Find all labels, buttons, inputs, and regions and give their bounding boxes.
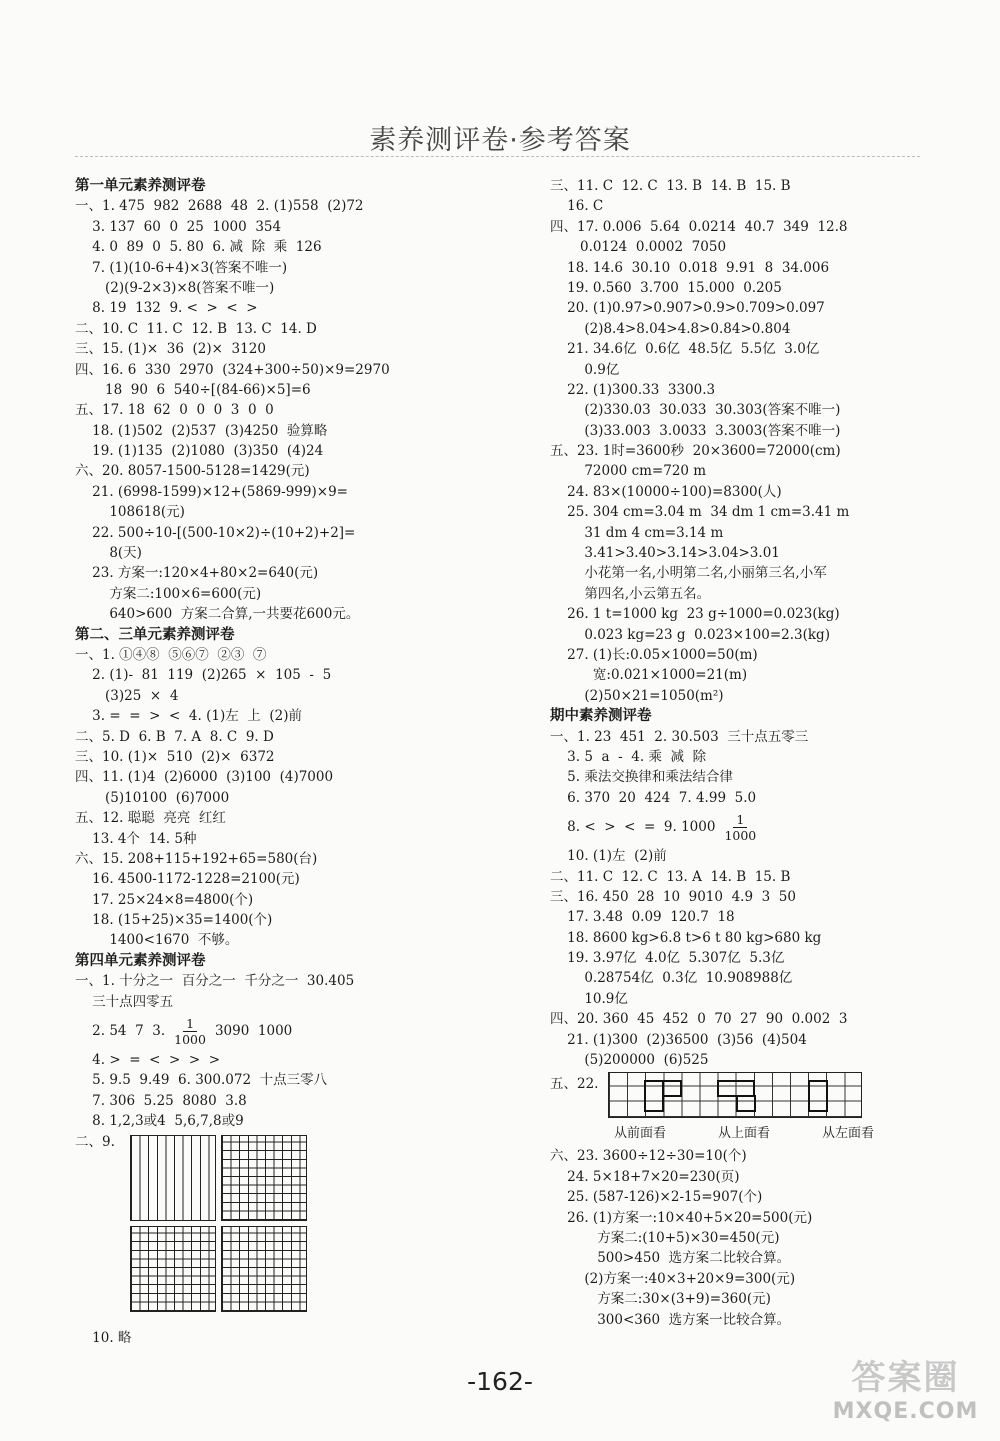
answer-line-with-fraction — [75, 1012, 475, 1050]
answer-line: 小花第一名,小明第二名,小丽第三名,小军 — [550, 565, 827, 582]
answer-label: 二、9. — [75, 1133, 115, 1150]
answer-line: 宽:0.021×1000=21(m) — [550, 667, 748, 684]
answer-line: 一、1. 十分之一 百分之一 千分之一 30.405 — [75, 973, 355, 990]
answer-line: 一、1. 475 982 2688 48 2. (1)558 (2)72 — [75, 198, 364, 215]
fraction — [721, 812, 759, 843]
answer-line: 3. 5 a - 4. 乘 减 除 — [550, 748, 707, 765]
answer-line: 四、11. (1)4 (2)6000 (3)100 (4)7000 — [75, 769, 334, 786]
answer-line: (5)200000 (6)525 — [550, 1052, 709, 1069]
answer-line: 五、17. 18 62 0 0 0 3 0 0 — [75, 402, 274, 419]
view-label: 从左面看 — [821, 1126, 874, 1142]
answer-text: 8. < > < = 9. 1000 — [550, 819, 716, 836]
answer-line: 三、15. (1)× 36 (2)× 3120 — [75, 341, 266, 358]
answer-line: 18. 8600 kg>6.8 t>6 t 80 kg>680 kg — [550, 929, 822, 946]
view-label: 从前面看 — [614, 1126, 667, 1142]
answer-line: 一、1. 23 451 2. 30.503 三十点五零三 — [550, 728, 809, 745]
section-heading: 第一单元素养测评卷 — [75, 178, 206, 194]
answer-line: 8(天) — [75, 545, 142, 562]
answer-line: (2)8.4>8.04>4.8>0.84>0.804 — [550, 320, 791, 337]
answer-line: 21. 34.6亿 0.6亿 48.5亿 5.5亿 3.0亿 — [550, 341, 820, 358]
answer-line: 19. 3.97亿 4.0亿 5.307亿 5.3亿 — [550, 950, 785, 967]
answer-line: 六、15. 208+115+192+65=580(台) — [75, 850, 318, 867]
hundredths-grid — [130, 1226, 216, 1312]
header-divider — [75, 156, 920, 157]
answer-line: 31 dm 4 cm=3.14 m — [550, 524, 724, 541]
answer-line: 72000 cm=720 m — [550, 463, 707, 480]
answer-line: (2)330.03 30.033 30.303(答案不唯一) — [550, 402, 841, 419]
answer-line: 方案二:100×6=600(元) — [75, 585, 262, 602]
fraction-numerator: 1 — [733, 812, 747, 828]
answer-line: 26. (1)方案一:10×40+5×20=500(元) — [550, 1209, 813, 1226]
page-title: 素养测评卷·参考答案 — [369, 125, 631, 156]
answer-line: 五、23. 1时=3600秒 20×3600=72000(cm) — [550, 443, 841, 460]
view-shape-left — [808, 1080, 828, 1112]
answer-line: 0.023 kg=23 g 0.023×100=2.3(kg) — [550, 626, 830, 643]
answer-line: 7. (1)(10-6+4)×3(答案不唯一) — [75, 259, 288, 276]
answer-line: 10. 略 — [75, 1329, 132, 1346]
answer-line: 0.28754亿 0.3亿 10.908988亿 — [550, 970, 793, 987]
answer-line: (2)50×21=1050(m²) — [550, 687, 724, 704]
answer-line: 26. 1 t=1000 kg 23 g÷1000=0.023(kg) — [550, 606, 840, 623]
three-views-figure — [550, 1070, 910, 1146]
section-heading: 第二、三单元素养测评卷 — [75, 626, 235, 643]
answer-line: 16. C — [550, 198, 604, 215]
watermark-logo-text: 答案圈 — [851, 1358, 960, 1398]
hundredths-grid — [221, 1226, 307, 1312]
decimal-grid-figures — [75, 1132, 475, 1328]
answer-line: 7. 306 5.25 8080 3.8 — [75, 1092, 247, 1109]
answer-line: 19. (1)135 (2)1080 (3)350 (4)24 — [75, 443, 324, 460]
answer-line: 三、11. C 12. C 13. B 14. B 15. B — [550, 178, 791, 194]
answer-line: (5)10100 (6)7000 — [75, 789, 230, 806]
answer-line: 10.9亿 — [550, 990, 628, 1007]
site-watermark — [818, 1350, 993, 1438]
answer-line: 500>450 选方案二比较合算。 — [550, 1250, 791, 1267]
answer-line: 27. (1)长:0.05×1000=50(m) — [550, 646, 758, 663]
answer-line: 四、17. 0.006 5.64 0.0214 40.7 349 12.8 — [550, 218, 848, 235]
answer-line: 20. (1)0.97>0.907>0.9>0.709>0.097 — [550, 300, 825, 317]
answer-label: 五、22. — [550, 1076, 599, 1093]
answer-line: 17. 3.48 0.09 120.7 18 — [550, 909, 735, 926]
answer-line: 4. > = < > > > — [75, 1052, 221, 1069]
answer-line: 8. 19 132 9. < > < > — [75, 300, 258, 317]
answer-line: 第四名,小云第五名。 — [550, 585, 711, 602]
answer-line: 23. 方案一:120×4+80×2=640(元) — [75, 565, 319, 582]
answer-line: 22. 500÷10-[(500-10×2)÷(10+2)+2]= — [75, 524, 356, 541]
answer-text: 2. 54 7 3. — [75, 1023, 166, 1040]
answer-line: 4. 0 89 0 5. 80 6. 减 除 乘 126 — [75, 239, 322, 256]
answer-line: 25. (587-126)×2-15=907(个) — [550, 1189, 763, 1206]
answer-line: 六、23. 3600÷12÷30=10(个) — [550, 1148, 747, 1165]
answer-text: 3090 1000 — [214, 1023, 293, 1040]
answer-line: 8. 1,2,3或4 5,6,7,8或9 — [75, 1113, 244, 1130]
tenths-grid — [130, 1135, 216, 1221]
answer-line: 18. (1)502 (2)537 (3)4250 验算略 — [75, 422, 328, 439]
answer-line: 300<360 选方案一比较合算。 — [550, 1311, 791, 1328]
answer-line: 6. 370 20 424 7. 4.99 5.0 — [550, 789, 757, 806]
view-labels — [614, 1124, 874, 1144]
answer-line: 0.9亿 — [550, 361, 620, 378]
answer-line-with-fraction — [550, 808, 910, 846]
answer-line: (2)方案一:40×3+20×9=300(元) — [550, 1270, 796, 1287]
answer-line: 1400<1670 不够。 — [75, 932, 239, 949]
answer-line: 22. (1)300.33 3300.3 — [550, 381, 716, 398]
view-shape-front — [644, 1080, 664, 1112]
answer-line: 六、20. 8057-1500-5128=1429(元) — [75, 463, 310, 480]
view-shape-front — [662, 1080, 682, 1097]
answer-line: 三十点四零五 — [75, 993, 174, 1010]
answer-line: 五、12. 聪聪 亮亮 红红 — [75, 810, 226, 827]
answer-line: 二、5. D 6. B 7. A 8. C 9. D — [75, 728, 274, 745]
answer-line: 二、10. C 11. C 12. B 13. C 14. D — [75, 320, 317, 337]
fraction-denominator: 1000 — [174, 1032, 206, 1048]
answer-line: 方案二:(10+5)×30=450(元) — [550, 1229, 780, 1246]
answer-line: 四、16. 6 330 2970 (324+300÷50)×9=2970 — [75, 361, 390, 378]
answer-line: 19. 0.560 3.700 15.000 0.205 — [550, 279, 782, 296]
answer-line: 21. (6998-1599)×12+(5869-999)×9= — [75, 483, 348, 500]
page-number: -162- — [467, 1367, 533, 1396]
answer-line: 13. 4个 14. 5种 — [75, 830, 197, 847]
answer-line: 3. = = > < 4. (1)左 上 (2)前 — [75, 708, 302, 725]
answer-line: 5. 乘法交换律和乘法结合律 — [550, 769, 733, 786]
answer-line: (3)33.003 3.0033 3.3003(答案不唯一) — [550, 422, 841, 439]
right-column — [550, 176, 910, 1330]
fraction-denominator: 1000 — [724, 828, 757, 844]
answer-line: 18 90 6 540÷[(84-66)×5]=6 — [75, 381, 311, 398]
answer-line: 25. 304 cm=3.04 m 34 dm 1 cm=3.41 m — [550, 504, 850, 521]
answer-line: 24. 5×18+7×20=230(页) — [550, 1168, 740, 1185]
answer-line: (2)(9-2×3)×8(答案不唯一) — [75, 279, 275, 296]
answer-line: 640>600 方案二合算,一共要花600元。 — [75, 606, 360, 623]
answer-line: 2. (1)- 81 119 (2)265 × 105 - 5 — [75, 667, 332, 684]
answer-line: 一、1. ①④⑧ ⑤⑥⑦ ②③ ⑦ — [75, 646, 267, 663]
answer-line: 三、16. 450 28 10 9010 4.9 3 50 — [550, 888, 796, 905]
view-shape-top — [736, 1095, 756, 1112]
answer-line: 17. 25×24×8=4800(个) — [75, 891, 254, 908]
answer-line: 二、11. C 12. C 13. A 14. B 15. B — [550, 868, 791, 885]
hundredths-grid — [221, 1135, 307, 1221]
fraction — [171, 1016, 209, 1047]
answer-line: 3.41>3.40>3.14>3.04>3.01 — [550, 545, 780, 562]
answer-line: (3)25 × 4 — [75, 687, 179, 704]
answer-line: 108618(元) — [75, 504, 185, 521]
answer-line: 21. (1)300 (2)36500 (3)56 (4)504 — [550, 1031, 807, 1048]
fraction-numerator: 1 — [183, 1016, 197, 1032]
section-heading: 期中素养测评卷 — [550, 708, 652, 725]
answer-line: 0.0124 0.0002 7050 — [550, 239, 727, 256]
answer-line: 四、20. 360 45 452 0 70 27 90 0.002 3 — [550, 1011, 848, 1028]
answer-line: 18. (15+25)×35=1400(个) — [75, 912, 273, 929]
answer-line: 方案二:30×(3+9)=360(元) — [550, 1291, 771, 1308]
answer-line: 18. 14.6 30.10 0.018 9.91 8 34.006 — [550, 259, 830, 276]
watermark-url-text: MXQE.COM — [832, 1399, 979, 1424]
view-label: 从上面看 — [717, 1126, 770, 1142]
answer-line: 16. 4500-1172-1228=2100(元) — [75, 871, 300, 888]
answer-line: 24. 83×(10000÷100)=8300(人) — [550, 483, 782, 500]
answer-line: 5. 9.5 9.49 6. 300.072 十点三零八 — [75, 1072, 328, 1089]
section-heading: 第四单元素养测评卷 — [75, 952, 206, 969]
answer-line: 3. 137 60 0 25 1000 354 — [75, 218, 282, 235]
answer-line: 10. (1)左 (2)前 — [550, 848, 667, 865]
left-column — [75, 176, 475, 1348]
answer-line: 三、10. (1)× 510 (2)× 6372 — [75, 748, 275, 765]
